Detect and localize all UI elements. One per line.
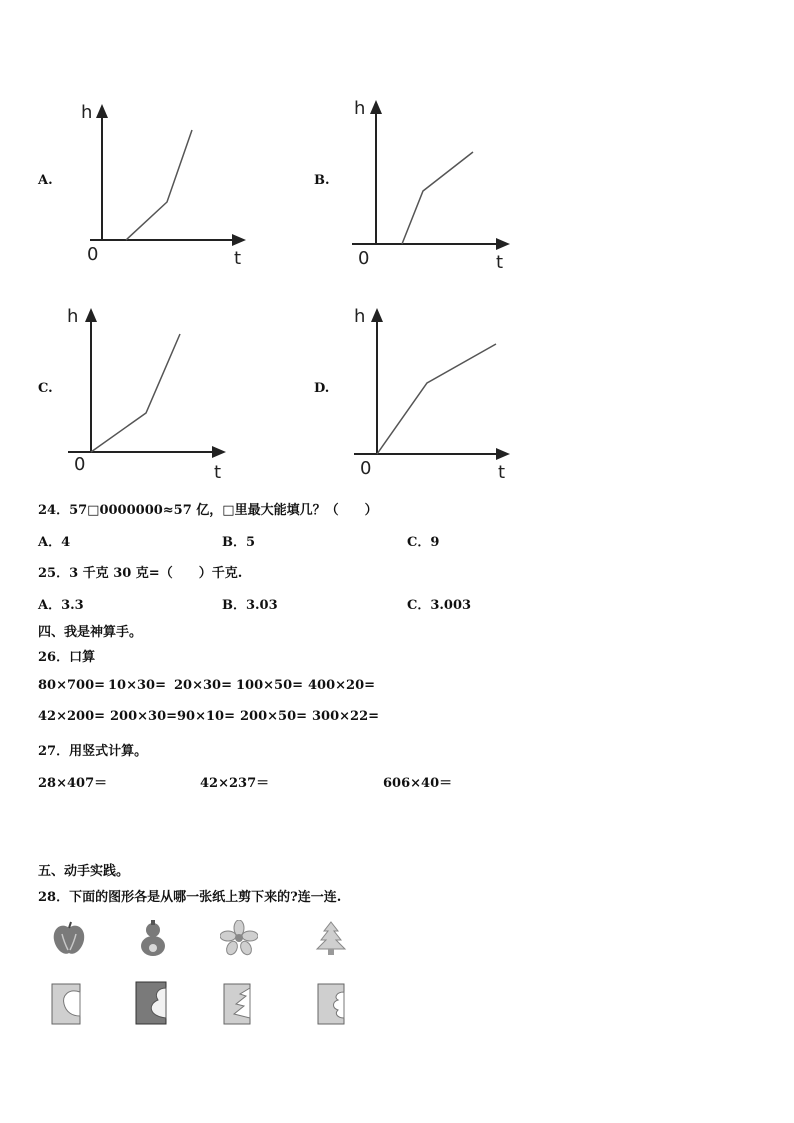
q25-option-c[interactable]: C．3.003 — [407, 598, 472, 613]
graph-d-origin: 0 — [360, 458, 372, 479]
graph-d-x-label: t — [498, 462, 506, 480]
q26-row2-item3: 90×10= — [177, 709, 235, 724]
q27-title: 27．用竖式计算。 — [38, 744, 148, 759]
gourd-shape-icon[interactable] — [136, 918, 170, 958]
graph-a — [78, 98, 258, 268]
graph-a-y-arrow — [96, 104, 108, 118]
graph-c — [62, 302, 242, 480]
graph-d-y-arrow — [371, 308, 383, 322]
q25-option-b[interactable]: B．3.03 — [222, 598, 278, 613]
section-5-heading: 五、动手实践。 — [38, 864, 130, 879]
q26-row1-item4: 100×50= — [236, 678, 304, 693]
q24-option-c[interactable]: C．9 — [407, 535, 440, 550]
q27-item2: 42×237＝ — [200, 776, 270, 791]
graph-a-x-label: t — [234, 248, 242, 268]
q27-item1: 28×407＝ — [38, 776, 108, 791]
graph-d — [350, 302, 520, 480]
graph-b-x-arrow — [496, 238, 510, 250]
option-d-label: D. — [314, 381, 330, 396]
flower-shape-icon[interactable] — [220, 920, 258, 956]
q26-row2-item4: 200×50= — [240, 709, 308, 724]
option-c-label: C. — [38, 381, 53, 396]
graph-b-y-arrow — [370, 100, 382, 114]
graph-a-origin: 0 — [87, 244, 99, 265]
graph-b-origin: 0 — [358, 248, 370, 269]
graph-c-line — [91, 334, 180, 452]
q26-row2-item2: 200×30= — [110, 709, 178, 724]
graph-d-y-label: h — [354, 306, 366, 327]
q26-row1-item3: 20×30= — [174, 678, 232, 693]
q26-row1-item5: 400×20= — [308, 678, 376, 693]
q26-title: 26．口算 — [38, 650, 96, 665]
paper-tree-cut-icon[interactable] — [222, 982, 252, 1026]
q24-option-b[interactable]: B．5 — [222, 535, 256, 550]
q24-text: 24．57□0000000≈57 亿，□里最大能填几？（ ） — [38, 503, 378, 518]
graph-d-x-arrow — [496, 448, 510, 460]
q26-row2-item5: 300×22= — [312, 709, 380, 724]
graph-c-origin: 0 — [74, 454, 86, 475]
q28-title: 28．下面的图形各是从哪一张纸上剪下来的?连一连. — [38, 890, 342, 905]
q27-item3: 606×40＝ — [383, 776, 453, 791]
graph-b-line — [402, 152, 473, 244]
graph-c-y-label: h — [67, 306, 79, 327]
graph-a-line — [126, 130, 192, 240]
graph-b-y-label: h — [354, 98, 366, 119]
graph-a-y-label: h — [81, 102, 93, 123]
apple-shape-icon[interactable] — [50, 920, 88, 958]
graph-b-x-label: t — [496, 252, 504, 272]
paper-apple-cut-icon[interactable] — [50, 982, 82, 1026]
q26-row1-item1: 80×700= — [38, 678, 106, 693]
graph-c-x-arrow — [212, 446, 226, 458]
graph-c-x-label: t — [214, 462, 222, 480]
graph-c-y-arrow — [85, 308, 97, 322]
q24-option-a[interactable]: A．4 — [38, 535, 71, 550]
option-b-label: B. — [314, 173, 330, 188]
q25-text: 25．3 千克 30 克=（ ）千克. — [38, 566, 243, 581]
tree-shape-icon[interactable] — [314, 920, 348, 956]
graph-b — [350, 94, 520, 272]
q26-row1-item2: 10×30= — [108, 678, 166, 693]
q25-option-a[interactable]: A．3.3 — [38, 598, 84, 613]
section-4-heading: 四、我是神算手。 — [38, 625, 143, 640]
q26-row2-item1: 42×200= — [38, 709, 106, 724]
graph-a-x-arrow — [232, 234, 246, 246]
option-a-label: A. — [38, 173, 53, 188]
paper-gourd-cut-icon[interactable] — [134, 980, 168, 1026]
paper-flower-cut-icon[interactable] — [316, 982, 346, 1026]
graph-d-line — [377, 344, 496, 454]
